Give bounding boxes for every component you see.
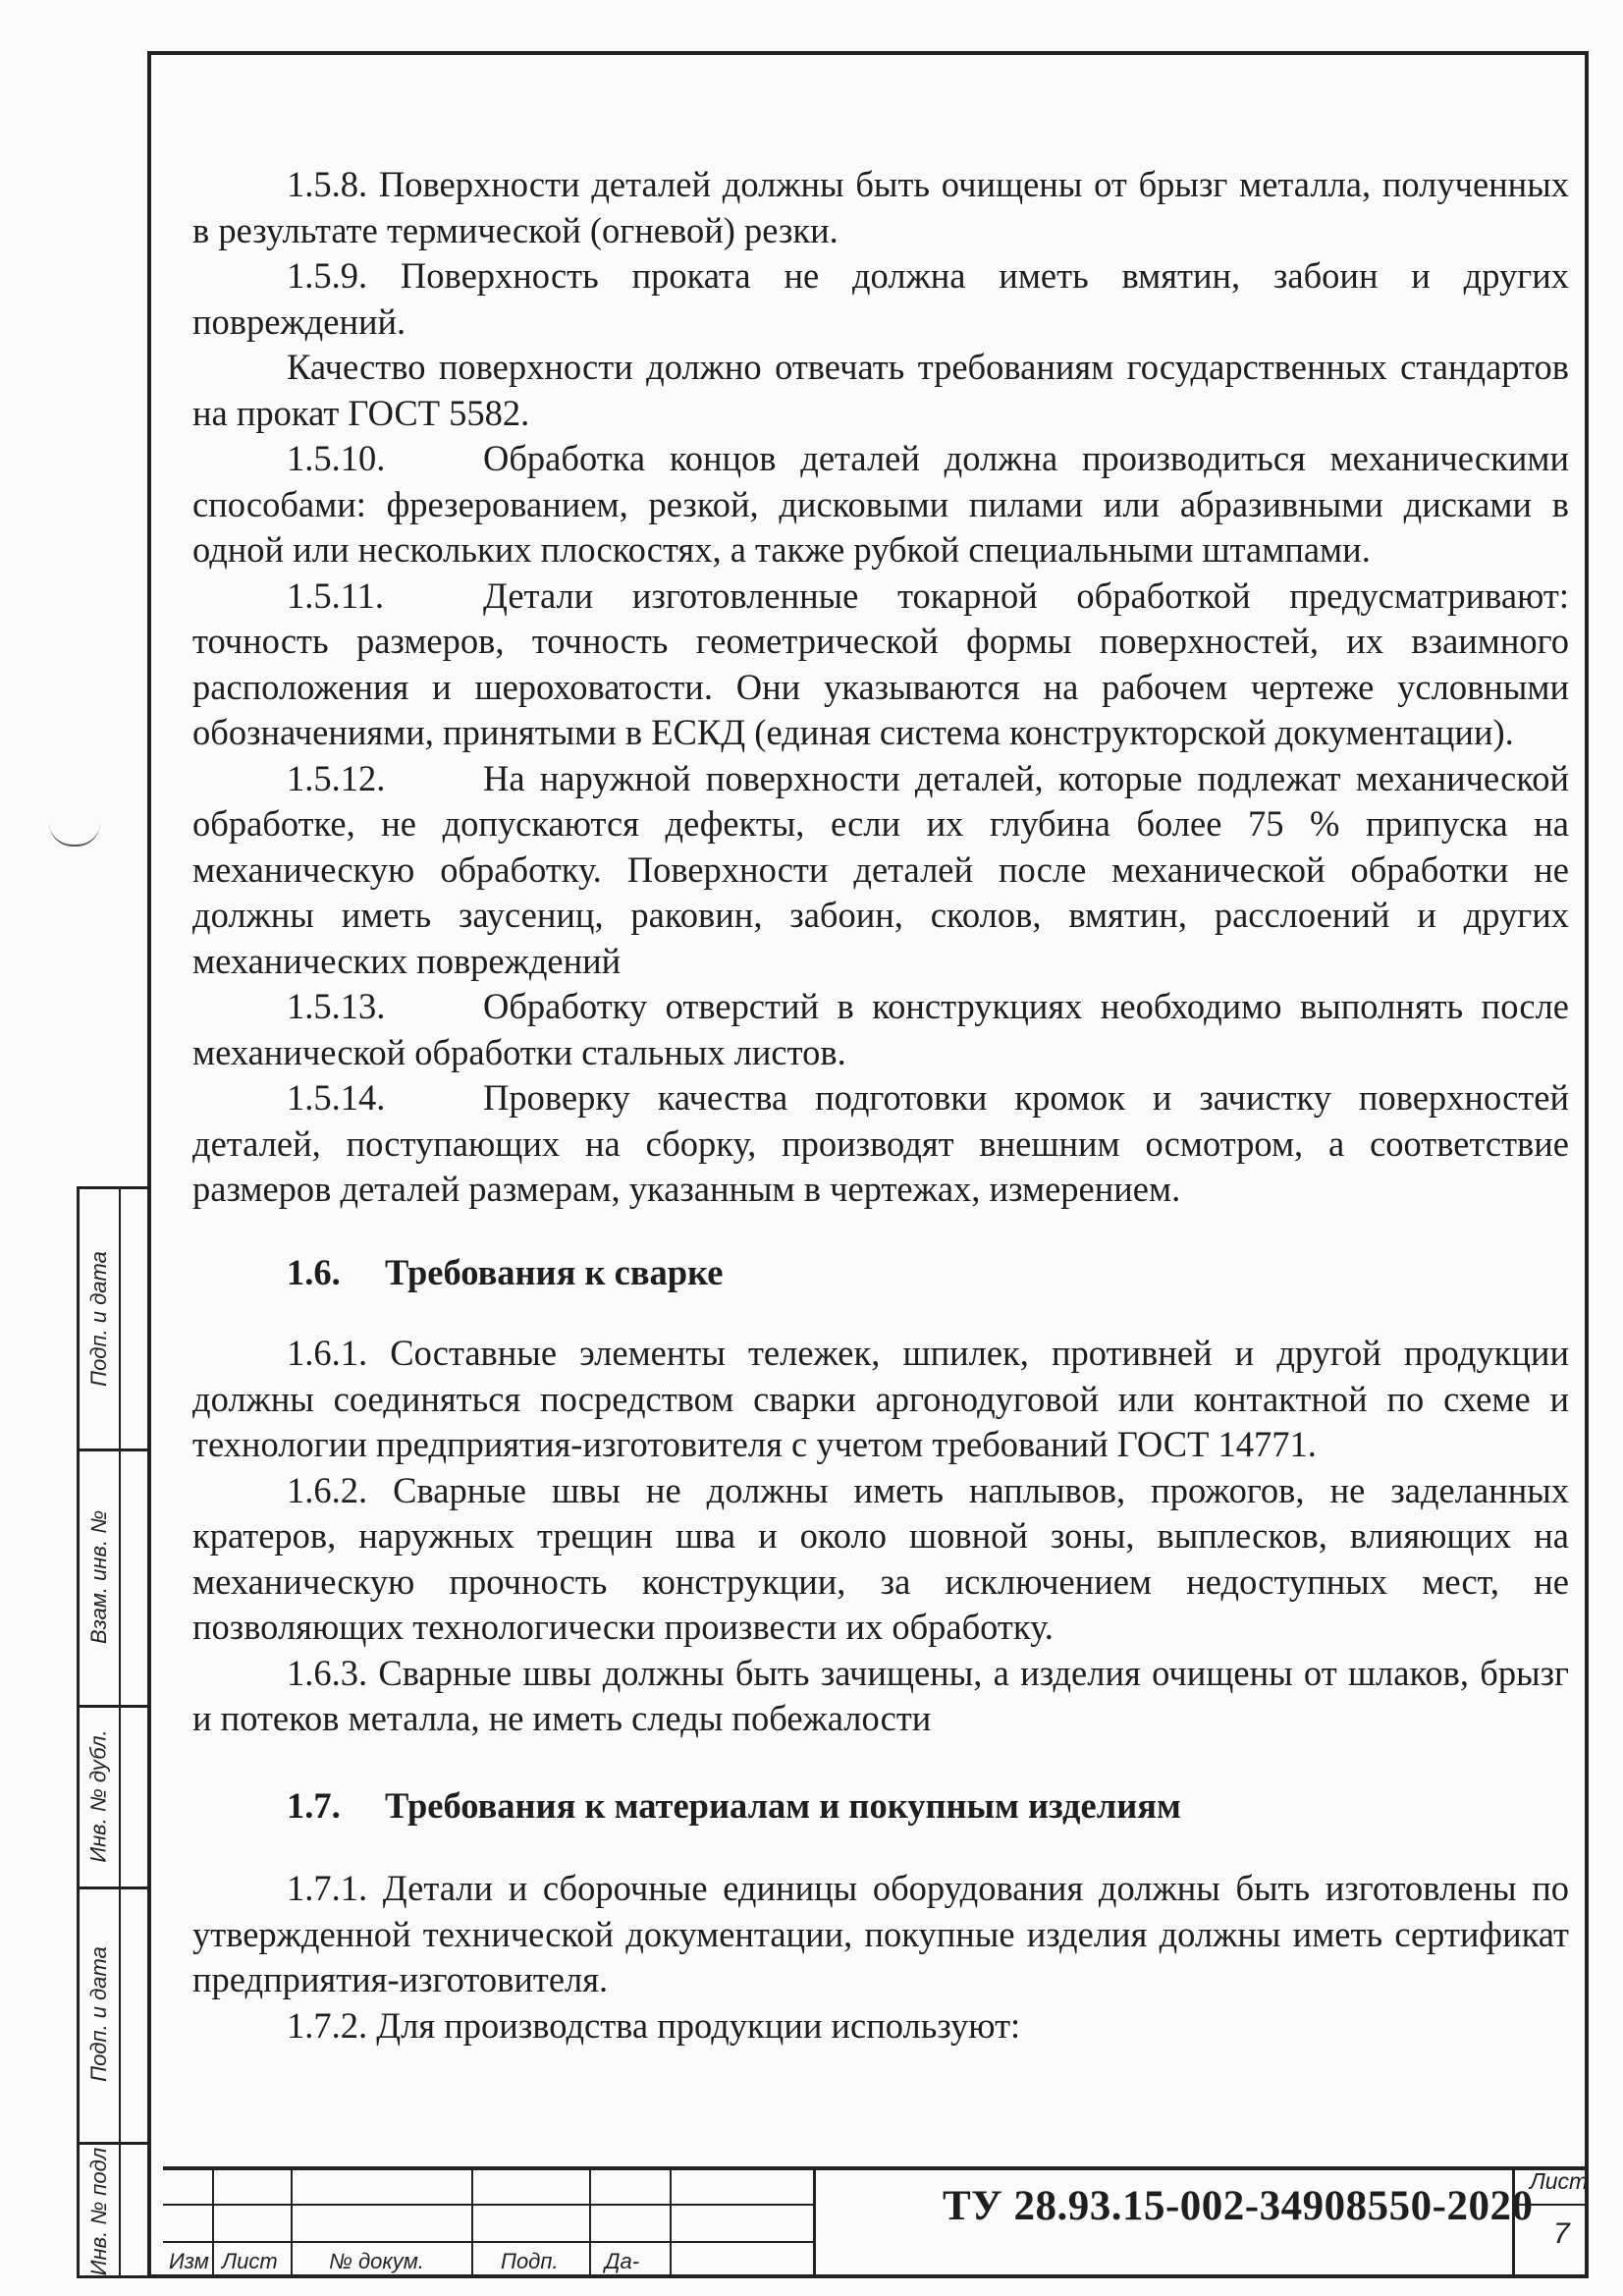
stamp-col-izm: Изм	[169, 2249, 209, 2273]
pen-mark	[49, 823, 100, 847]
margin-label-inv-dubl: Инв. № дубл.	[86, 1728, 111, 1863]
paragraph-number: 1.5.14.	[287, 1077, 386, 1118]
heading-1-7: 1.7. Требования к материалам и покупным изделиям	[287, 1784, 1181, 1826]
paragraph-1-7-1: 1.7.1. Детали и сборочные единицы оборудования должны быть изготовлены по утвержденной технической документации, покупные изделия должны иметь сертификат предприятия-изготовителя.	[192, 1868, 1569, 1999]
title-block	[147, 2166, 1589, 2278]
heading-1-6: 1.6. Требования к сварке	[287, 1251, 724, 1292]
stamp-col-dokum: № докум.	[329, 2249, 424, 2273]
paragraph-1-5-13: 1.5.13. Обработку отверстий в конструкциях необходимо выполнять после механической обработки стальных листов.	[192, 986, 1569, 1072]
document-number: ТУ 28.93.15-002-34908550-2020	[943, 2183, 1534, 2229]
paragraph-1-5-9: 1.5.9. Поверхность проката не должна иметь вмятин, забоин и других повреждений.	[192, 255, 1569, 342]
paragraph-1-5-12: 1.5.12. На наружной поверхности деталей, которые подлежат механической обработке, не допускаются дефекты, если их глубина более 75 % припуска на механическую обработку. Поверхности деталей после механической обработки не должны иметь заусениц, раковин, забоин, сколов, вмятин, расслоений и других механических повреждений	[192, 757, 1569, 981]
paragraph-1-5-10: 1.5.10. Обработка концов деталей должна производиться механическими способами: фрезерованием, резкой, дисковыми пилами или абразивными дисками в одной или нескольких плоскостях, а также рубкой специальными штампами.	[192, 438, 1569, 570]
paragraph-quality: Качество поверхности должно отвечать требованиям государственных стандартов на прокат ГОСТ 5582.	[192, 347, 1569, 433]
paragraph-1-7-2: 1.7.2. Для производства продукции используют:	[287, 2004, 1021, 2046]
sheet-label: Лист	[1530, 2168, 1589, 2194]
paragraph-number: 1.5.11.	[287, 574, 385, 616]
paragraph-1-6-3: 1.6.3. Сварные швы должны быть зачищены, а изделия очищены от шлаков, брызг и потеков металла, не иметь следы побежалости	[192, 1652, 1569, 1738]
margin-strip	[77, 1186, 151, 2278]
paragraph-number: 1.5.10.	[287, 438, 386, 478]
margin-label-inv-podl: Инв. № подл	[86, 2147, 111, 2276]
paragraph-1-5-8: 1.5.8. Поверхности деталей должны быть очищены от брызг металла, полученных в результате термической (огневой) резки.	[192, 164, 1569, 250]
paragraph-1-6-2: 1.6.2. Сварные швы не должны иметь наплывов, прожогов, не заделанных кратеров, наружных трещин шва и около шовной зоны, выплесков, влияющих на механическую прочность конструкции, за исключением недоступных мест, не позволяющих технологически произвести их обработку.	[192, 1469, 1569, 1647]
stamp-col-list: Лист	[222, 2249, 278, 2273]
paragraph-1-5-14: 1.5.14. Проверку качества подготовки кромок и зачистку поверхностей деталей, поступающих на сборку, производят внешним осмотром, а соответствие размеров деталей размерам, указанным в чертежах, измерением.	[192, 1077, 1569, 1209]
paragraph-1-6-1: 1.6.1. Составные элементы тележек, шпилек, противней и другой продукции должны соединяться посредством сварки аргонодуговой или контактной по схеме и технологии предприятия-изготовителя с учетом требований ГОСТ 14771.	[192, 1333, 1569, 1464]
paragraph-number: 1.5.13.	[287, 986, 386, 1026]
paragraph-number: 1.5.12.	[287, 757, 386, 798]
document-body	[192, 162, 1569, 2049]
margin-label-vzam-inv: Взам. инв. №	[86, 1509, 112, 1644]
margin-label-podp-data-2: Подп. и дата	[86, 1946, 112, 2082]
stamp-col-data: Да-	[605, 2249, 640, 2273]
margin-label-podp-data-1: Подп. и дата	[86, 1251, 112, 1387]
sheet-number: 7	[1553, 2217, 1570, 2250]
stamp-col-podp: Подп.	[501, 2249, 559, 2273]
paragraph-1-5-11: 1.5.11. Детали изготовленные токарной обработкой предусматривают: точность размеров, точность геометрической формы поверхностей, их взаимного расположения и шероховатости. Они указываются на рабочем чертеже условными обозначениями, принятыми в ЕСКД (единая система конструкторской документации).	[192, 574, 1569, 752]
